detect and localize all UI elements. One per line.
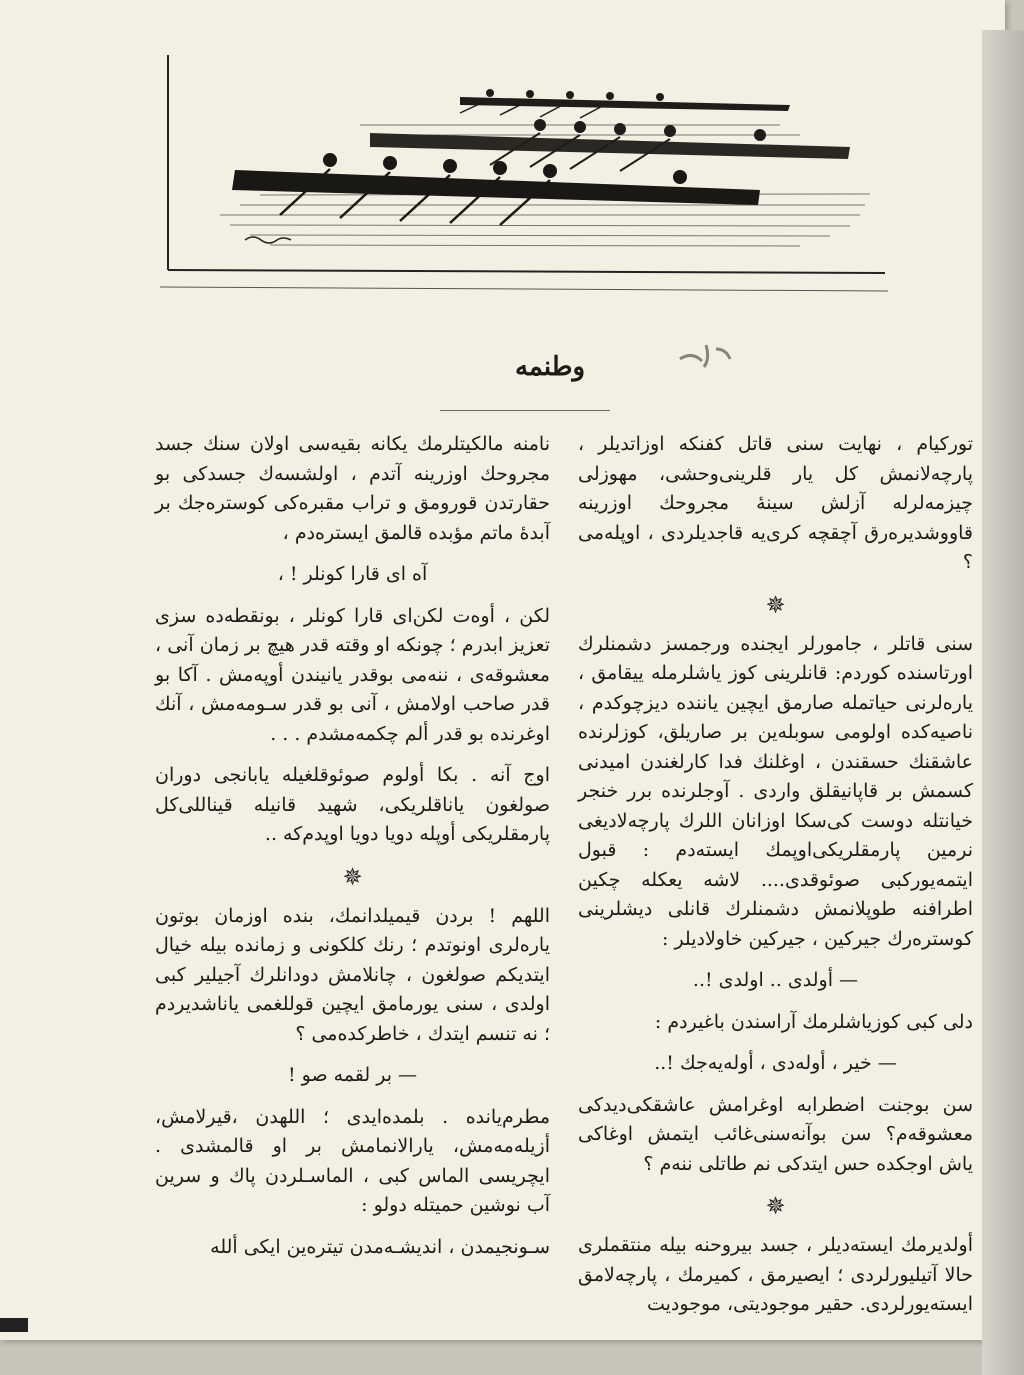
paragraph: — خیر ، أوله‌دی ، أوله‌یه‌جك !.. bbox=[654, 1052, 897, 1074]
page-edge-shadow bbox=[982, 30, 1024, 1375]
rowing-boats-image bbox=[160, 55, 890, 295]
paragraph: دلی کبی کوزیاشلرمك آراسندن باغیردم : bbox=[654, 1010, 973, 1033]
paragraph: سنی قاتلر ، جامورلر ایجنده ورجمسز دشمنلرك اورتاسنده کوردم: قانلرینی کوز یاشلرمله ییقامق ، یارەلرنی حیاتمله صارمق ایچین یاننده دیزچوکدم ، ناصیه‌کده اولومی سوبله‌ین بر صاریلق، کوزلرنده عاشقنك حسقندن ، اوغلنك فدا کارلغندن امیدنی کسمش بر قاپانیقلق واردی . آوجلرنده برر خنجر خیانتله دوست کی‌سکا اوزانان اللرك پارچه‌لادیغی نرمین پارمقلریکی‌اوپمك ایسته‌دم : قبول ایتمه‌یورکبی صوئوقدی.... لاشه یعکله چکین اطرافنه طوپلانمش دشمنلرك قانلی دیشلرینی کوستره‌رك جیرکین ، جیرکین خاولادیلر : bbox=[578, 632, 973, 950]
right-text-column bbox=[578, 430, 973, 1332]
paragraph: لکن ، أوەت لکن‌ای قارا کونلر ، بونقطه‌ده سزی تعزیز ابدرم ؛ چونکه او وقته قدر هیچ بر زمان آنی ، معشوقه‌ی ، ننه‌می بوقدر یانیندن أوپه‌مش . آکا بو قدر صاحب اولامش ، آنی بو قدر سـومه‌مش ، آنك اوغرنده بو قدر ألم چکمه‌مشدم . . . bbox=[155, 604, 550, 745]
paragraph: اوج آنه . بکا أولوم صوئوقلغیله یابانجی دوران صولغون یاناقلریکی، شهید قانیله قیناللی‌کل پارمقلریکی أوپله دویا دویا اوپدم‌که .. bbox=[155, 764, 550, 845]
paragraph: أولدیرمك ایسته‌دیلر ، جسد بیروحنه بیله منتقملری حالا آتیلیورلردی ؛ ایصیرمق ، کمیرمك ، پارچه‌لامق ایسته‌یورلردی. حقیر موجودیتی، موجودیت bbox=[578, 1234, 973, 1315]
paragraph: مطرم‌یانده . بلمدەایدی ؛ اللهدن ،قیرلامش، أزیله‌مه‌مش، یارالانمامش بر او قالمشدی . ایچریسی الماس کبی ، الماسـلردن پاك و سرین آب نوشین حمیتله دولو : bbox=[155, 1105, 550, 1216]
paragraph: اللهم ! بردن قیمیلدانمك، بنده اوزمان بوتون یاره‌لری اونوتدم ؛ رنك کلکونی و زمانده بیله خیال ایتدیکم صولغون ، چانلامش دودانلرك آجیلیر کبی اولدی ، سنی یورمامق ایچین قوللغمی یاناشدیردم ؛ نه تنسم ایتدك ، خاطرکده‌می ؟ bbox=[155, 904, 550, 1045]
article-title: وطنمه bbox=[514, 352, 586, 382]
paragraph: سـونجیمدن ، اندیشـه‌مدن تیتره‌ین ایکی ألله bbox=[210, 1235, 550, 1258]
star-ornament-icon: ✵ bbox=[765, 590, 786, 619]
paragraph: تورکیام ، نهایت سنی قاتل کفنکه اوزاتدیلر ، پارچه‌لانمش کل یار‌ قلرینی‌وحشی، مهوزلی چیزمه‌لرله آزلش سینهٔ مجروحك اوزرینه قاووشدیره‌رق آچقچه کری‌یه قاجدیلردی ، اوپلەمی ؟ bbox=[578, 433, 973, 573]
left-text-column bbox=[155, 430, 550, 1274]
star-ornament-icon: ✵ bbox=[342, 862, 363, 891]
star-ornament-icon: ✵ bbox=[765, 1192, 786, 1220]
edge-mark bbox=[0, 1318, 28, 1332]
title-underline bbox=[440, 410, 610, 411]
paragraph: آه ای قارا کونلر ! ، bbox=[277, 563, 428, 585]
paragraph: — بر لقمه صو ! bbox=[287, 1064, 418, 1086]
paragraph: سن بوجنت اضطرابه اوغرامش عاشقکی‌دیدکی معشوقەم؟ سن بو‌آنه‌‌سنی‌غائب ایتمش اوغاکی یاش اوجکده حس ایتدکی نم طاتلی ننەم ؟ bbox=[578, 1093, 973, 1175]
handwritten-note bbox=[670, 335, 740, 375]
handwritten-pen-mark bbox=[670, 335, 740, 375]
paragraph: — أولدی .. اولدی !.. bbox=[692, 969, 859, 991]
rowing-illustration bbox=[160, 55, 890, 295]
paragraph: نامنه مالکیتلرمك یکانه بقیه‌سی اولان سنك جسد مجروحك اوزرینه آتدم ، اولشسه‌ك جسدکی بو حقارتدن قورومق و تراب مقبره‌کی کوسترەجك بر آبدهٔ ماتم مؤبده قالمق ایسترەدم ، bbox=[155, 433, 550, 544]
